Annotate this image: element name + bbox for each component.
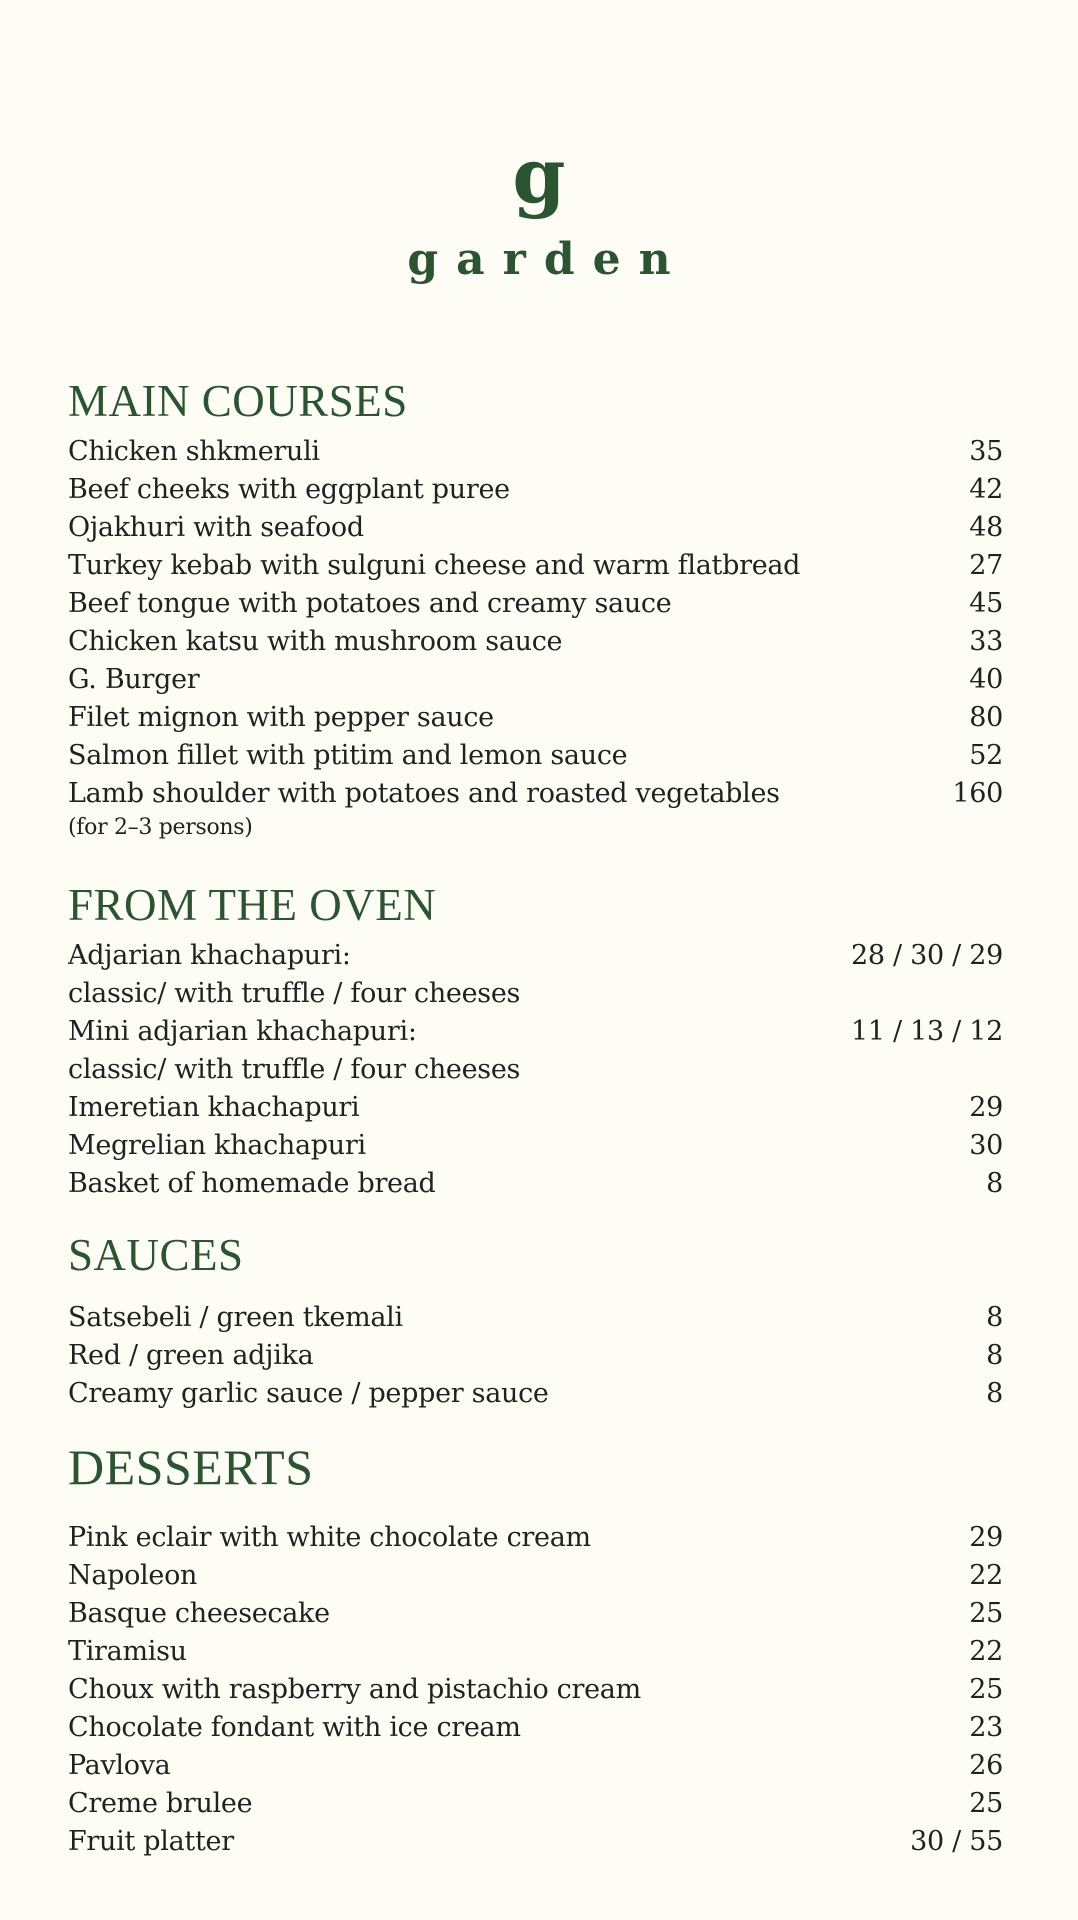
item-price: 160 [952, 778, 1003, 809]
item-name: G. Burger [68, 664, 200, 695]
menu-item [68, 1165, 1003, 1203]
menu-item [68, 1823, 1003, 1861]
menu-item [68, 471, 1003, 509]
menu-item [68, 1671, 1003, 1709]
item-price: 22 [969, 1560, 1003, 1591]
menu-item [68, 1519, 1003, 1557]
item-name: Creme brulee [68, 1788, 253, 1819]
section-desserts [68, 1437, 1003, 1861]
item-price: 25 [969, 1598, 1003, 1629]
item-price: 48 [969, 512, 1003, 543]
item-name: Chocolate fondant with ice cream [68, 1712, 521, 1743]
section-from-the-oven [68, 877, 1003, 1203]
item-price: 52 [969, 740, 1003, 771]
item-name: Red / green adjika [68, 1340, 314, 1371]
item-name: Pink eclair with white chocolate cream [68, 1522, 591, 1553]
section-title: FROM THE OVEN [68, 880, 437, 930]
menu-item [68, 1633, 1003, 1671]
item-name: Imeretian khachapuri [68, 1092, 360, 1123]
item-price: 45 [969, 588, 1003, 619]
item-name: Lamb shoulder with potatoes and roasted vegetables [68, 778, 780, 809]
item-price: 23 [969, 1712, 1003, 1743]
svg-text:g: g [512, 140, 566, 220]
menu-item [68, 547, 1003, 585]
item-name: Salmon fillet with ptitim and lemon sauce [68, 740, 628, 771]
item-price: 28 / 30 / 29 [851, 940, 1003, 971]
item-name: Creamy garlic sauce / pepper sauce [68, 1378, 549, 1409]
item-name: Turkey kebab with sulguni cheese and warm flatbread [68, 550, 801, 581]
menu-item [68, 1337, 1003, 1375]
item-price: 8 [986, 1302, 1003, 1333]
menu-item [68, 1127, 1003, 1165]
item-price: 25 [969, 1674, 1003, 1705]
item-price: 27 [969, 550, 1003, 581]
menu [68, 373, 1003, 1881]
menu-item [68, 1299, 1003, 1337]
item-name-block [68, 775, 780, 843]
item-price: 40 [969, 664, 1003, 695]
menu-item [68, 937, 1003, 1013]
menu-item [68, 775, 1003, 843]
menu-item [68, 661, 1003, 699]
item-price: 33 [969, 626, 1003, 657]
item-price: 35 [969, 436, 1003, 467]
item-price: 30 / 55 [910, 1826, 1003, 1857]
item-price: 8 [986, 1378, 1003, 1409]
item-name: Adjarian khachapuri: [68, 940, 351, 971]
item-name: Fruit platter [68, 1826, 234, 1857]
item-name-block [68, 937, 520, 1013]
item-price: 22 [969, 1636, 1003, 1667]
menu-item [68, 585, 1003, 623]
item-price: 29 [969, 1522, 1003, 1553]
menu-item [68, 1089, 1003, 1127]
item-name: Pavlova [68, 1750, 171, 1781]
item-note: (for 2–3 persons) [68, 815, 253, 840]
item-name: Filet mignon with pepper sauce [68, 702, 494, 733]
menu-item [68, 1709, 1003, 1747]
item-price: 26 [969, 1750, 1003, 1781]
item-name: Megrelian khachapuri [68, 1130, 366, 1161]
menu-item [68, 1557, 1003, 1595]
item-name: Chicken shkmeruli [68, 436, 320, 467]
item-name: Beef tongue with potatoes and creamy sauce [68, 588, 672, 619]
item-name: Basket of homemade bread [68, 1168, 436, 1199]
item-options: classic/ with truffle / four cheeses [68, 978, 521, 1009]
item-price: 8 [986, 1340, 1003, 1371]
menu-item [68, 1013, 1003, 1089]
section-title: SAUCES [68, 1230, 244, 1280]
item-name: Chicken katsu with mushroom sauce [68, 626, 563, 657]
menu-item [68, 1595, 1003, 1633]
item-price: 42 [969, 474, 1003, 505]
section-title: DESSERTS [68, 1439, 314, 1495]
item-price: 8 [986, 1168, 1003, 1199]
brand-logo [0, 140, 1078, 285]
item-name: Choux with raspberry and pistachio cream [68, 1674, 641, 1705]
item-name: Satsebeli / green tkemali [68, 1302, 403, 1333]
item-name: Tiramisu [68, 1636, 187, 1667]
menu-item [68, 699, 1003, 737]
item-name: Beef cheeks with eggplant puree [68, 474, 510, 505]
item-name: Basque cheesecake [68, 1598, 330, 1629]
item-price: 80 [969, 702, 1003, 733]
menu-item [68, 1785, 1003, 1823]
item-price: 11 / 13 / 12 [851, 1016, 1003, 1047]
menu-item [68, 737, 1003, 775]
item-price: 25 [969, 1788, 1003, 1819]
section-sauces [68, 1227, 1003, 1413]
section-title: MAIN COURSES [68, 376, 408, 426]
menu-item [68, 1747, 1003, 1785]
item-name: Napoleon [68, 1560, 198, 1591]
menu-item [68, 433, 1003, 471]
item-price: 30 [969, 1130, 1003, 1161]
menu-item [68, 509, 1003, 547]
garden-logo-mark [509, 140, 569, 226]
item-price: 29 [969, 1092, 1003, 1123]
item-name: Ojakhuri with seafood [68, 512, 364, 543]
section-main-courses [68, 373, 1003, 843]
menu-item [68, 1375, 1003, 1413]
brand-name: garden [407, 234, 689, 285]
menu-item [68, 623, 1003, 661]
item-options: classic/ with truffle / four cheeses [68, 1054, 521, 1085]
item-name: Mini adjarian khachapuri: [68, 1016, 417, 1047]
item-name-block [68, 1013, 520, 1089]
